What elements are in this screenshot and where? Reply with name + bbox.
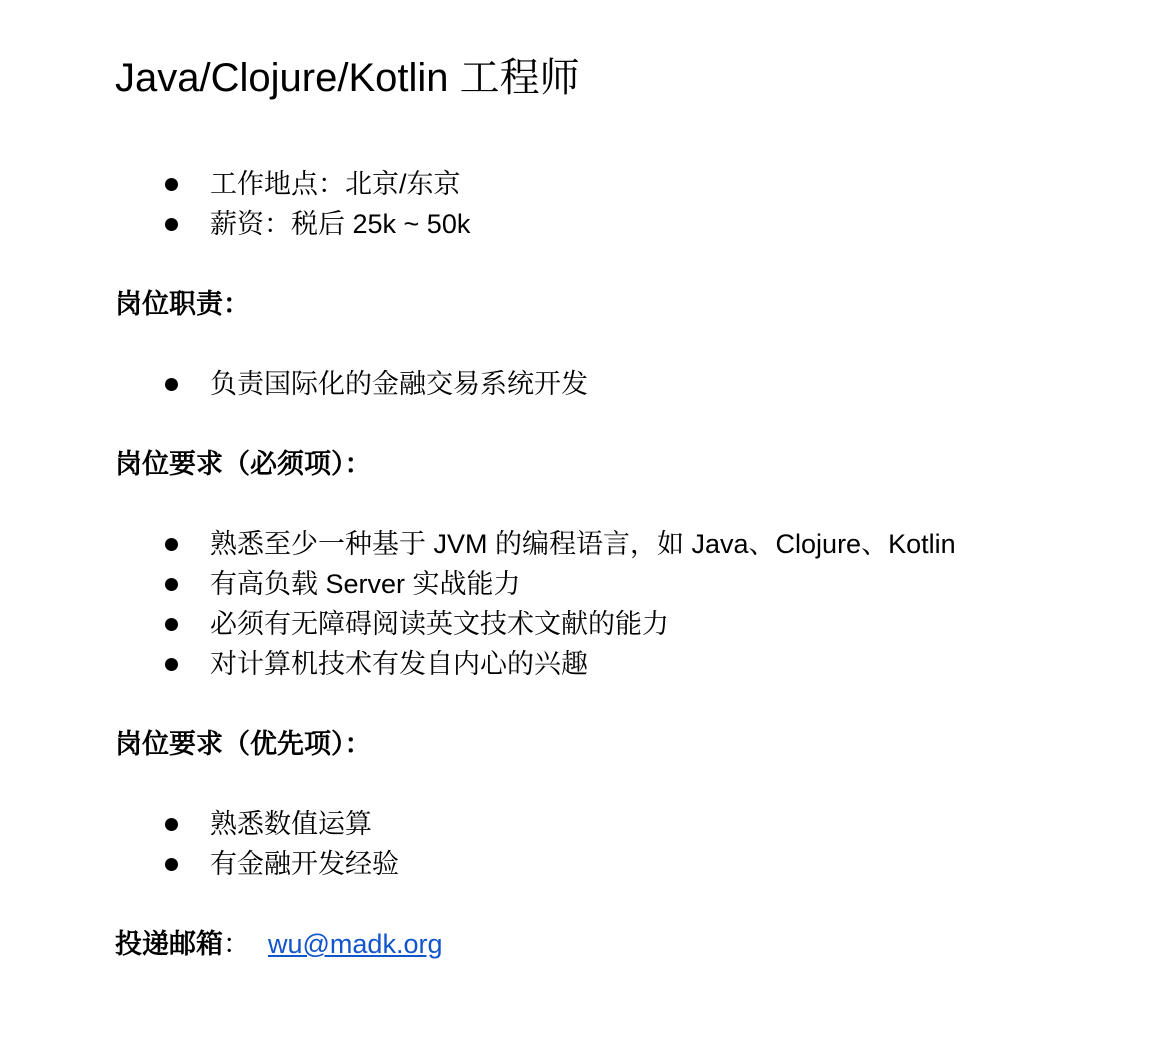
list-item-text: 熟悉至少一种基于 JVM 的编程语言，如 Java、Clojure、Kotlin bbox=[210, 529, 956, 559]
list-item bbox=[115, 204, 470, 244]
responsibilities-list bbox=[115, 364, 588, 404]
list-item bbox=[115, 844, 399, 884]
bullet-icon bbox=[165, 618, 178, 631]
required-list bbox=[115, 524, 956, 684]
list-item bbox=[115, 564, 956, 604]
list-item bbox=[115, 804, 399, 844]
bullet-icon bbox=[165, 178, 178, 191]
bullet-icon bbox=[165, 218, 178, 231]
list-item-text: 有金融开发经验 bbox=[210, 849, 399, 879]
section-heading-responsibilities: 岗位职责： bbox=[115, 289, 250, 319]
list-item bbox=[115, 604, 956, 644]
list-item bbox=[115, 524, 956, 564]
bullet-icon bbox=[165, 858, 178, 871]
preferred-list bbox=[115, 804, 399, 884]
summary-list bbox=[115, 164, 470, 244]
list-item-text: 必须有无障碍阅读英文技术文献的能力 bbox=[210, 609, 669, 639]
section-heading-preferred: 岗位要求（优先项）： bbox=[115, 729, 372, 759]
page-title: Java/Clojure/Kotlin 工程师 bbox=[115, 56, 580, 100]
bullet-icon bbox=[165, 658, 178, 671]
list-item bbox=[115, 364, 588, 404]
list-item bbox=[115, 164, 470, 204]
bullet-icon bbox=[165, 818, 178, 831]
list-item-text: 对计算机技术有发自内心的兴趣 bbox=[210, 649, 588, 679]
bullet-icon bbox=[165, 538, 178, 551]
contact-colon: ： bbox=[223, 929, 250, 959]
contact-row bbox=[115, 924, 442, 964]
bullet-icon bbox=[165, 578, 178, 591]
section-heading-required: 岗位要求（必须项）： bbox=[115, 449, 372, 479]
list-item bbox=[115, 644, 956, 684]
list-item-text: 熟悉数值运算 bbox=[210, 809, 372, 839]
contact-label: 投递邮箱 bbox=[115, 929, 223, 959]
list-item-text: 有高负载 Server 实战能力 bbox=[210, 569, 521, 599]
list-item-text: 工作地点：北京/东京 bbox=[210, 169, 461, 199]
list-item-text: 负责国际化的金融交易系统开发 bbox=[210, 369, 588, 399]
bullet-icon bbox=[165, 378, 178, 391]
list-item-text: 薪资：税后 25k ~ 50k bbox=[210, 209, 471, 239]
email-link[interactable]: wu@madk.org bbox=[268, 929, 443, 959]
